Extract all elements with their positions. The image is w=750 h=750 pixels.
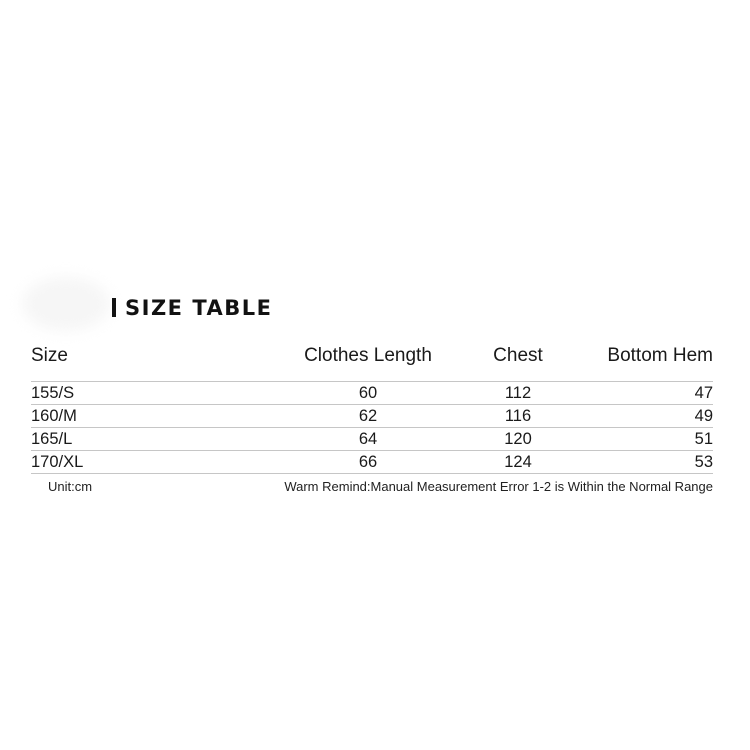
cell-chest: 116 — [504, 407, 532, 425]
cell-clothes-length: 66 — [358, 453, 378, 471]
table-row — [31, 382, 713, 405]
cell-bottom-hem: 53 — [694, 453, 713, 471]
cell-bottom-hem: 51 — [694, 430, 713, 448]
size-table — [31, 336, 713, 474]
cell-chest: 112 — [504, 384, 532, 402]
cell-size: 170/XL — [31, 453, 84, 471]
table-row — [31, 451, 713, 474]
section-title — [112, 294, 273, 321]
table-header-row — [31, 336, 713, 382]
title-marker-bar — [112, 298, 116, 317]
table-row — [31, 428, 713, 451]
column-header-chest: Chest — [493, 345, 543, 366]
cell-chest: 120 — [504, 430, 532, 448]
table-row — [31, 405, 713, 428]
cell-bottom-hem: 47 — [694, 384, 713, 402]
background-smudge — [22, 277, 110, 331]
unit-note: Unit:cm — [48, 479, 93, 494]
cell-bottom-hem: 49 — [694, 407, 713, 425]
table-footnotes — [31, 479, 713, 494]
cell-size: 155/S — [31, 384, 75, 402]
cell-clothes-length: 64 — [358, 430, 378, 448]
cell-clothes-length: 60 — [358, 384, 378, 402]
column-header-size: Size — [31, 345, 68, 366]
cell-clothes-length: 62 — [358, 407, 378, 425]
cell-chest: 124 — [504, 453, 532, 471]
cell-size: 160/M — [31, 407, 77, 425]
measurement-disclaimer: Warm Remind:Manual Measurement Error 1-2 is Within the Normal Range — [284, 479, 713, 494]
column-header-clothes-length: Clothes Length — [304, 345, 432, 366]
section-title-text: SIZE TABLE — [125, 295, 273, 320]
column-header-bottom-hem: Bottom Hem — [607, 345, 713, 366]
cell-size: 165/L — [31, 430, 73, 448]
